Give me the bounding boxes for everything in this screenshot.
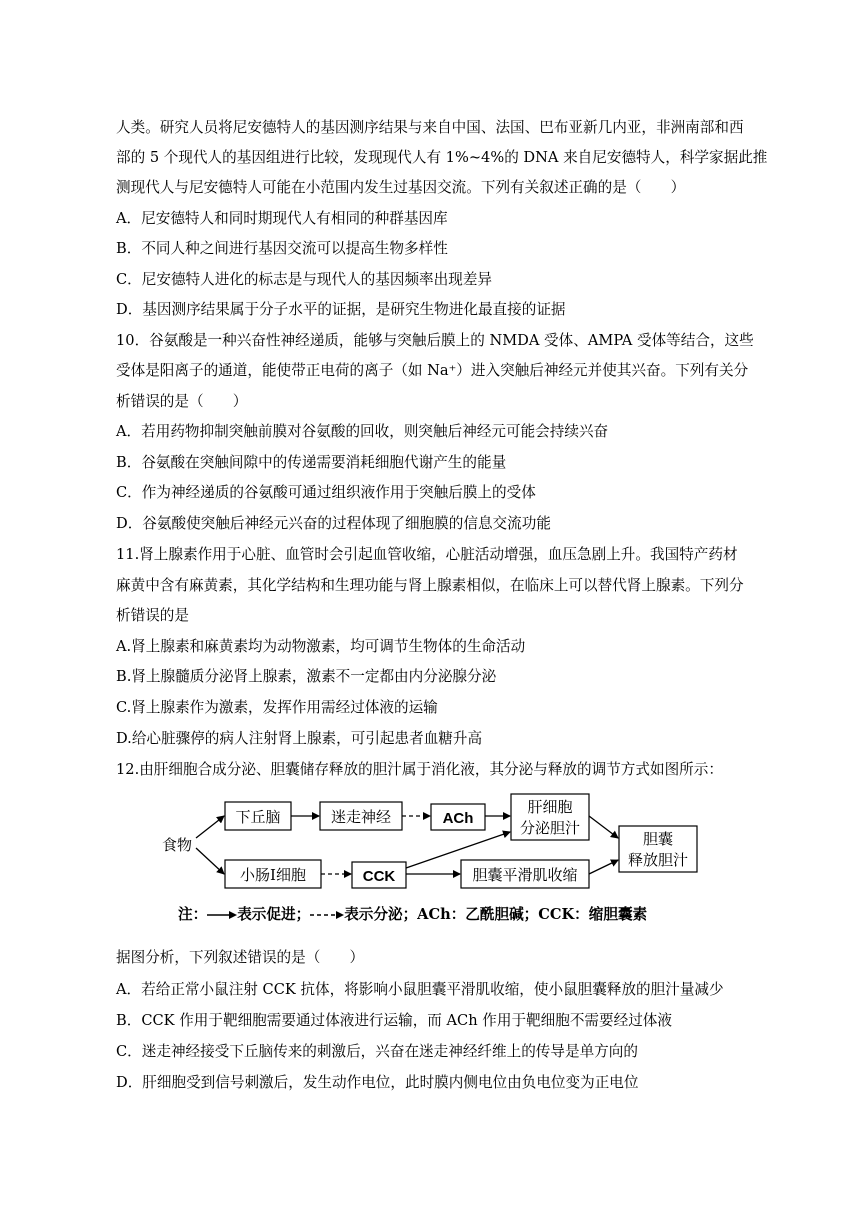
- gallbladder-label-1: 胆囊: [642, 830, 674, 848]
- q10-text-line-3: 析错误的是（ ）: [116, 393, 248, 410]
- q12-option-c: C．迷走神经接受下丘脑传来的刺激后，兴奋在迷走神经纤维上的传导是单方向的: [116, 1043, 638, 1060]
- q12-text-line-1: 12.由肝细胞合成分泌、胆囊储存释放的胆汁属于消化液，其分泌与释放的调节方式如图所示：: [116, 761, 723, 778]
- q11-text-line-1: 11.肾上腺素作用于心脏、血管时会引起血管收缩，心脏活动增强，血压急剧上升。我国特产药材: [116, 546, 738, 563]
- q9-text-line-2: 部的 5 个现代人的基因组进行比较，发现现代人有 1%~4%的 DNA 来自尼安德特人，科学家据此推: [116, 149, 768, 166]
- q11-option-b: B.肾上腺髓质分泌肾上腺素，激素不一定都由内分泌腺分泌: [116, 668, 497, 685]
- q9-text-line-1: 人类。研究人员将尼安德特人的基因测序结果与来自中国、法国、巴布亚新几内亚，非洲南部和西: [116, 119, 744, 136]
- vagus-nerve-label: 迷走神经: [330, 808, 392, 826]
- q9-option-a: A．尼安德特人和同时期现代人有相同的种群基因库: [116, 210, 448, 227]
- q11-option-c: C.肾上腺素作为激素，发挥作用需经过体液的运输: [116, 699, 438, 716]
- ach-label: ACh: [442, 810, 474, 827]
- q11-option-a: A.肾上腺素和麻黄素均为动物激素，均可调节生物体的生命活动: [116, 638, 526, 655]
- arrow-food-to-hypothalamus: [196, 816, 224, 838]
- legend-prefix: 注：: [178, 906, 208, 923]
- gallbladder-muscle-label: 胆囊平滑肌收缩: [472, 866, 578, 884]
- diagram-food-label: 食物: [162, 836, 193, 854]
- q9-option-d: D．基因测序结果属于分子水平的证据，是研究生物进化最直接的证据: [116, 301, 566, 318]
- liver-cell-label-2: 分泌胆汁: [519, 819, 581, 837]
- gallbladder-label-2: 释放胆汁: [627, 851, 689, 869]
- intestine-cell-label: 小肠Ⅰ细胞: [240, 866, 306, 884]
- q10-text-line-1: 10．谷氨酸是一种兴奋性神经递质，能够与突触后膜上的 NMDA 受体、AMPA 受体等结合，这些: [116, 332, 754, 349]
- q10-option-d: D．谷氨酸使突触后神经元兴奋的过程体现了细胞膜的信息交流功能: [116, 515, 551, 532]
- q11-text-line-3: 析错误的是: [116, 607, 189, 624]
- q12-option-a: A．若给正常小鼠注射 CCK 抗体，将影响小鼠胆囊平滑肌收缩，使小鼠胆囊释放的胆汁量减少: [116, 981, 724, 998]
- legend-dashed-arrow: [310, 910, 344, 920]
- q12-option-b: B．CCK 作用于靶细胞需要通过体液进行运输，而 ACh 作用于靶细胞不需要经过体液: [116, 1012, 672, 1029]
- q12-stem: 据图分析，下列叙述错误的是（ ）: [116, 949, 365, 966]
- bile-regulation-diagram: [150, 788, 710, 898]
- q10-text-line-2: 受体是阳离子的通道，能使带正电荷的离子（如 Na⁺）进入突触后神经元并使其兴奋。下列有关分: [116, 362, 749, 379]
- hypothalamus-label: 下丘脑: [235, 808, 281, 826]
- q9-text-line-3: 测现代人与尼安德特人可能在小范围内发生过基因交流。下列有关叙述正确的是（ ）: [116, 179, 686, 196]
- q10-option-c: C．作为神经递质的谷氨酸可通过组织液作用于突触后膜上的受体: [116, 484, 536, 501]
- q12-option-d: D．肝细胞受到信号刺激后，发生动作电位，此时膜内侧电位由负电位变为正电位: [116, 1074, 639, 1091]
- legend-solid-arrow: [207, 910, 237, 920]
- arrow-food-to-intestine: [196, 848, 224, 874]
- arrow-liver-to-gallbladder: [589, 816, 618, 838]
- q11-text-line-2: 麻黄中含有麻黄素，其化学结构和生理功能与肾上腺素相似，在临床上可以替代肾上腺素。下列分: [116, 577, 744, 594]
- liver-cell-label-1: 肝细胞: [527, 798, 573, 816]
- q10-option-b: B．谷氨酸在突触间隙中的传递需要消耗细胞代谢产生的能量: [116, 454, 507, 471]
- q9-option-c: C．尼安德特人进化的标志是与现代人的基因频率出现差异: [116, 271, 493, 288]
- arrow-muscle-to-gallbladder: [589, 860, 618, 874]
- legend-secrete: 表示分泌；ACh：乙酰胆碱；CCK：缩胆囊素: [344, 906, 648, 923]
- cck-label: CCK: [362, 868, 396, 885]
- diagram-legend-note: [178, 903, 647, 924]
- q9-option-b: B．不同人种之间进行基因交流可以提高生物多样性: [116, 240, 448, 257]
- q11-option-d: D.给心脏骤停的病人注射肾上腺素，可引起患者血糖升高: [116, 730, 483, 747]
- q10-option-a: A．若用药物抑制突触前膜对谷氨酸的回收，则突触后神经元可能会持续兴奋: [116, 423, 609, 440]
- legend-promote: 表示促进；: [237, 906, 311, 923]
